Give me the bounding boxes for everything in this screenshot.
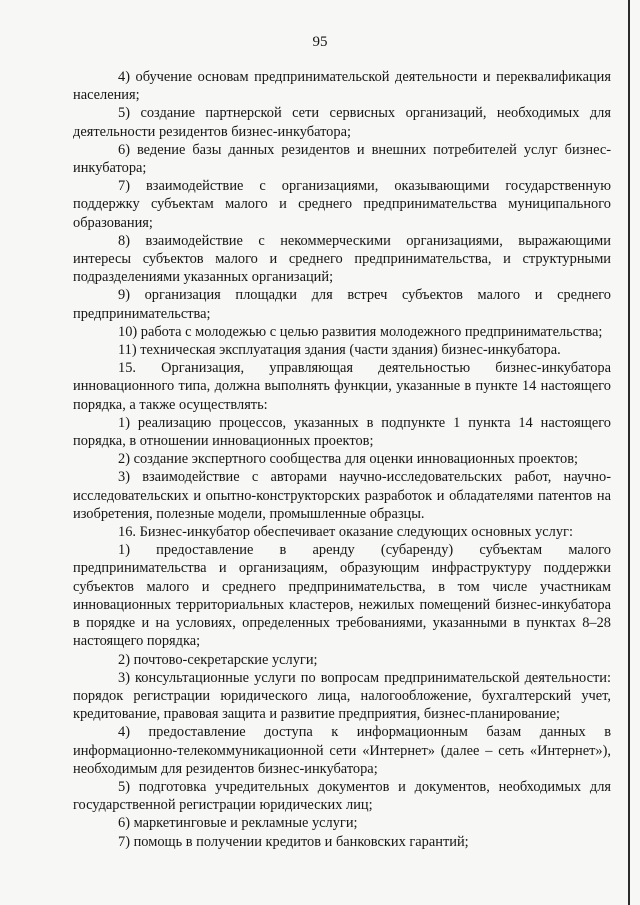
paragraph: 5) создание партнерской сети сервисных организаций, необходимых для деятельности резидентов бизнес-инкубатора; xyxy=(73,105,611,140)
paragraph: 2) создание экспертного сообщества для оценки инновационных проектов; xyxy=(118,451,578,468)
paragraph: 7) взаимодействие с организациями, оказывающими государственную поддержку субъектам малого и среднего предпринимательства муниципального образования; xyxy=(73,178,611,231)
paragraph: 5) подготовка учредительных документов и документов, необходимых для государственной регистрации юридических лиц; xyxy=(73,778,611,814)
paragraph: 15. Организация, управляющая деятельностью бизнес-инкубатора инновационного типа, должна выполнять функции, указанные в пункте 14 настоящего порядка, а также осуществлять: xyxy=(73,360,611,413)
document-body xyxy=(73,68,611,851)
paragraph: 11) техническая эксплуатация здания (части здания) бизнес-инкубатора. xyxy=(118,342,561,359)
paragraph: 10) работа с молодежью с целью развития молодежного предпринимательства; xyxy=(118,323,603,340)
paragraph: 1) предоставление в аренду (субаренду) субъектам малого предпринимательства и организациям, образующим инфраструктуру поддержки субъектов малого и среднего предпринимательства, в том числе участникам инновационных территориальных кластеров, нежилых помещений бизнес-инкубатора в порядке и на условиях, определенных требованиями, указанными в пунктах 8–28 настоящего порядка; xyxy=(73,542,611,650)
paragraph: 1) реализацию процессов, указанных в подпункте 1 пункта 14 настоящего порядка, в отношении инновационных проектов; xyxy=(73,414,611,450)
paragraph: 4) обучение основам предпринимательской деятельности и переквалификация населения; xyxy=(73,69,611,104)
paragraph: 7) помощь в получении кредитов и банковских гарантий; xyxy=(118,833,469,850)
scan-edge-line xyxy=(628,0,630,905)
paragraph: 3) консультационные услуги по вопросам предпринимательской деятельности: порядок регистрации юридического лица, налогообложение, бухгалтерский учет, кредитование, правовая защита и развитие предприятия, бизнес-планирование; xyxy=(73,669,611,723)
page-number: 95 xyxy=(312,34,328,50)
paragraph: 3) взаимодействие с авторами научно-исследовательских работ, научно-исследовательских и опытно-конструкторских разработок и обладателями патентов на изобретения, полезные модели, промышленные образцы. xyxy=(73,469,611,522)
paragraph: 6) ведение базы данных резидентов и внешних потребителей услуг бизнес-инкубатора; xyxy=(73,141,611,177)
paragraph: 6) маркетинговые и рекламные услуги; xyxy=(118,815,358,832)
paragraph: 16. Бизнес-инкубатор обеспечивает оказание следующих основных услуг: xyxy=(118,524,573,541)
paragraph: 9) организация площадки для встреч субъектов малого и среднего предпринимательства; xyxy=(73,287,611,322)
paragraph: 2) почтово-секретарские услуги; xyxy=(118,651,318,668)
paragraph: 8) взаимодействие с некоммерческими организациями, выражающими интересы субъектов малого и среднего предпринимательства, и структурными подразделениями указанных организаций; xyxy=(73,232,611,286)
paragraph: 4) предоставление доступа к информационным базам данных в информационно-телекоммуникационной сети «Интернет» (далее – сеть «Интернет»), необходимым для резидентов бизнес-инкубатора; xyxy=(73,724,611,777)
